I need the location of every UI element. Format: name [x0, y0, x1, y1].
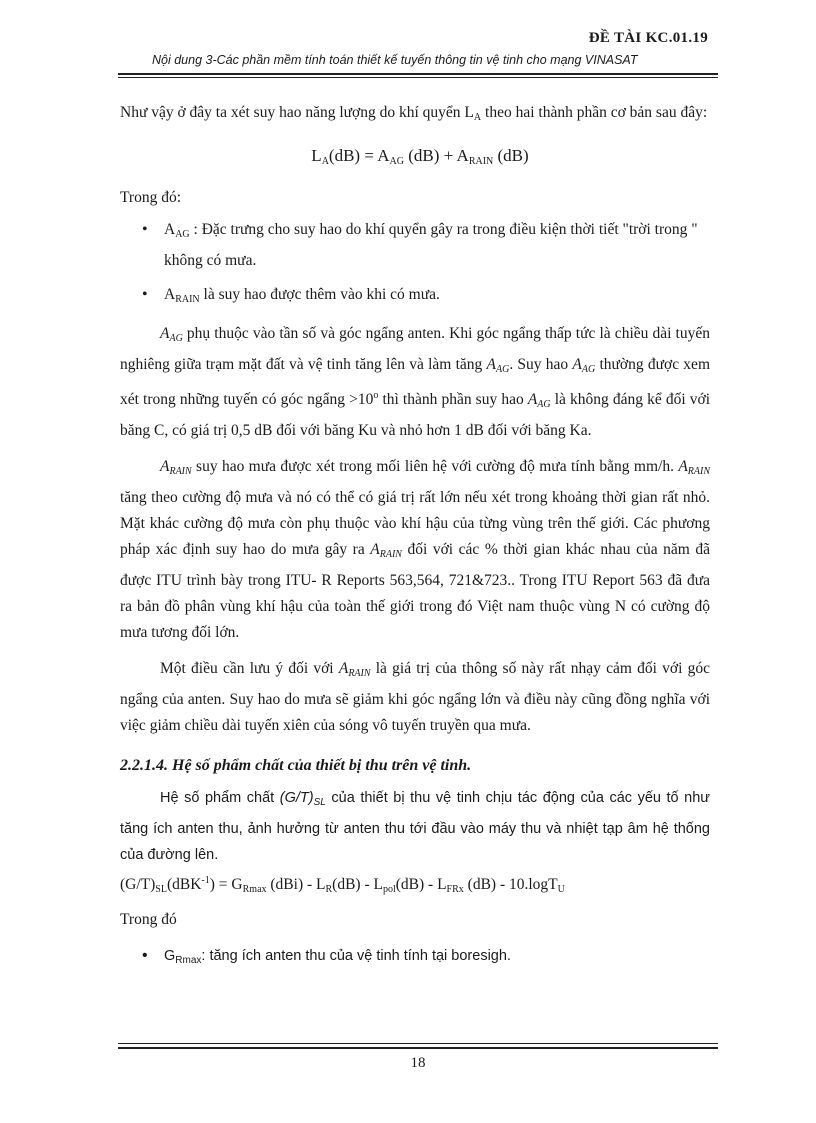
list-item: • $A_{AG}$ : Đặc trưng cho suy hao do khí quyển gây ra trong điều kiện thời tiết "trời trong " không có mưa. — [142, 217, 710, 274]
equation-atmospheric-loss: $L_A(dB) = A_{AG}$ $(dB) + A_{RAIN}$ (dB) — [311, 146, 529, 167]
header-title: ĐỀ TÀI KC.01.19 — [588, 30, 708, 46]
footer-rule-thin — [118, 1043, 718, 1044]
footer-rule-thick — [118, 1047, 718, 1049]
equation-figure-of-merit: $(G/T)_{SL}(dBK^{-1}) = G_{Rmax}$ $(dBi) - L_R(dB) - L_{pol}(dB) - L_{FRx}$ (dB) - 10.logT$_U$ — [120, 875, 565, 895]
list-item: • $A_{RAIN}$ là suy hao được thêm vào khi có mưa. — [142, 282, 710, 313]
paragraph-intro: Như vậy ở đây ta xét suy hao năng lượng do khí quyển $L_A$ theo hai thành phần cơ bản sau đây: — [120, 104, 708, 123]
paragraph-elevation-note: Một điều cần lưu ý đối với $A_{RAIN}$ là giá trị của thông số này rất nhạy cảm đối với góc ngẩng của anten. Suy hao do mưa sẽ giảm khi góc ngẩng lớn và điều này cũng đồng nghĩa với việc giảm chiều dài tuyến xiên của sóng vô tuyến truyền qua mưa. — [120, 660, 710, 734]
definition-list — [120, 217, 710, 313]
paragraph-aag: $A_{AG}$ phụ thuộc vào tần số và góc ngẩng anten. Khi góc ngẩng thấp tức là chiều dài tuyến nghiêng giữa trạm mặt đất và vệ tinh tăng lên và làm tăng $A_{AG}$. Suy hao $A_{AG}$ thường được xem xét trong những tuyến có góc ngẩng $>10^o$ thì thành phần suy hao $A_{AG}$ là không đáng kể đối với băng C, có giá trị 0,5 dB đối với băng Ku và nhỏ hơn 1 dB đối với băng Ka. — [120, 325, 710, 439]
where-label: Trong đó — [120, 911, 177, 928]
definition-list — [120, 943, 710, 974]
page-content — [120, 100, 710, 982]
header-rule-thin — [118, 77, 718, 78]
where-label: Trong đó: — [120, 189, 182, 206]
paragraph-figure-of-merit: Hệ số phẩm chất $(G/T)_{SL}$ của thiết bị thu vệ tinh chịu tác động của các yếu tố như tăng ích anten thu, ảnh hưởng từ anten thu tới đầu vào máy thu và nhiệt tạp âm hệ thống của đường lên. — [120, 790, 710, 863]
paragraph-arain: $A_{RAIN}$ suy hao mưa được xét trong mối liên hệ với cường độ mưa tính bằng mm/h. $A_{RAIN}$ tăng theo cường độ mưa và nó có thể có giá trị rất lớn nếu xét trong khoảng thời gian rất nhỏ. Mặt khác cường độ mưa còn phụ thuộc vào khí hậu của từng vùng trên thế giới. Các phương pháp xác định suy hao do mưa gây ra $A_{RAIN}$ đối với các % thời gian khác nhau của năm đã được ITU trình bày trong ITU- R Reports 563,564, 721&723.. Trong ITU Report 563 đã đưa ra bản đồ phân vùng khí hậu của toàn thế giới trong đó Việt nam thuộc vùng N có cường độ mưa tương đối lớn. — [120, 458, 710, 641]
list-item: • $G_{Rmax}$: tăng ích anten thu của vệ tinh tính tại boresigh. — [142, 943, 710, 974]
page-number: 18 — [410, 1055, 426, 1071]
section-heading: 2.2.1.4. Hệ số phẩm chất của thiết bị thu trên vệ tinh. — [120, 757, 472, 774]
header-rule-thick — [118, 73, 718, 75]
header-subtitle: Nội dung 3-Các phần mềm tính toán thiết kế tuyến thông tin vệ tinh cho mạng VINASAT — [152, 53, 638, 67]
